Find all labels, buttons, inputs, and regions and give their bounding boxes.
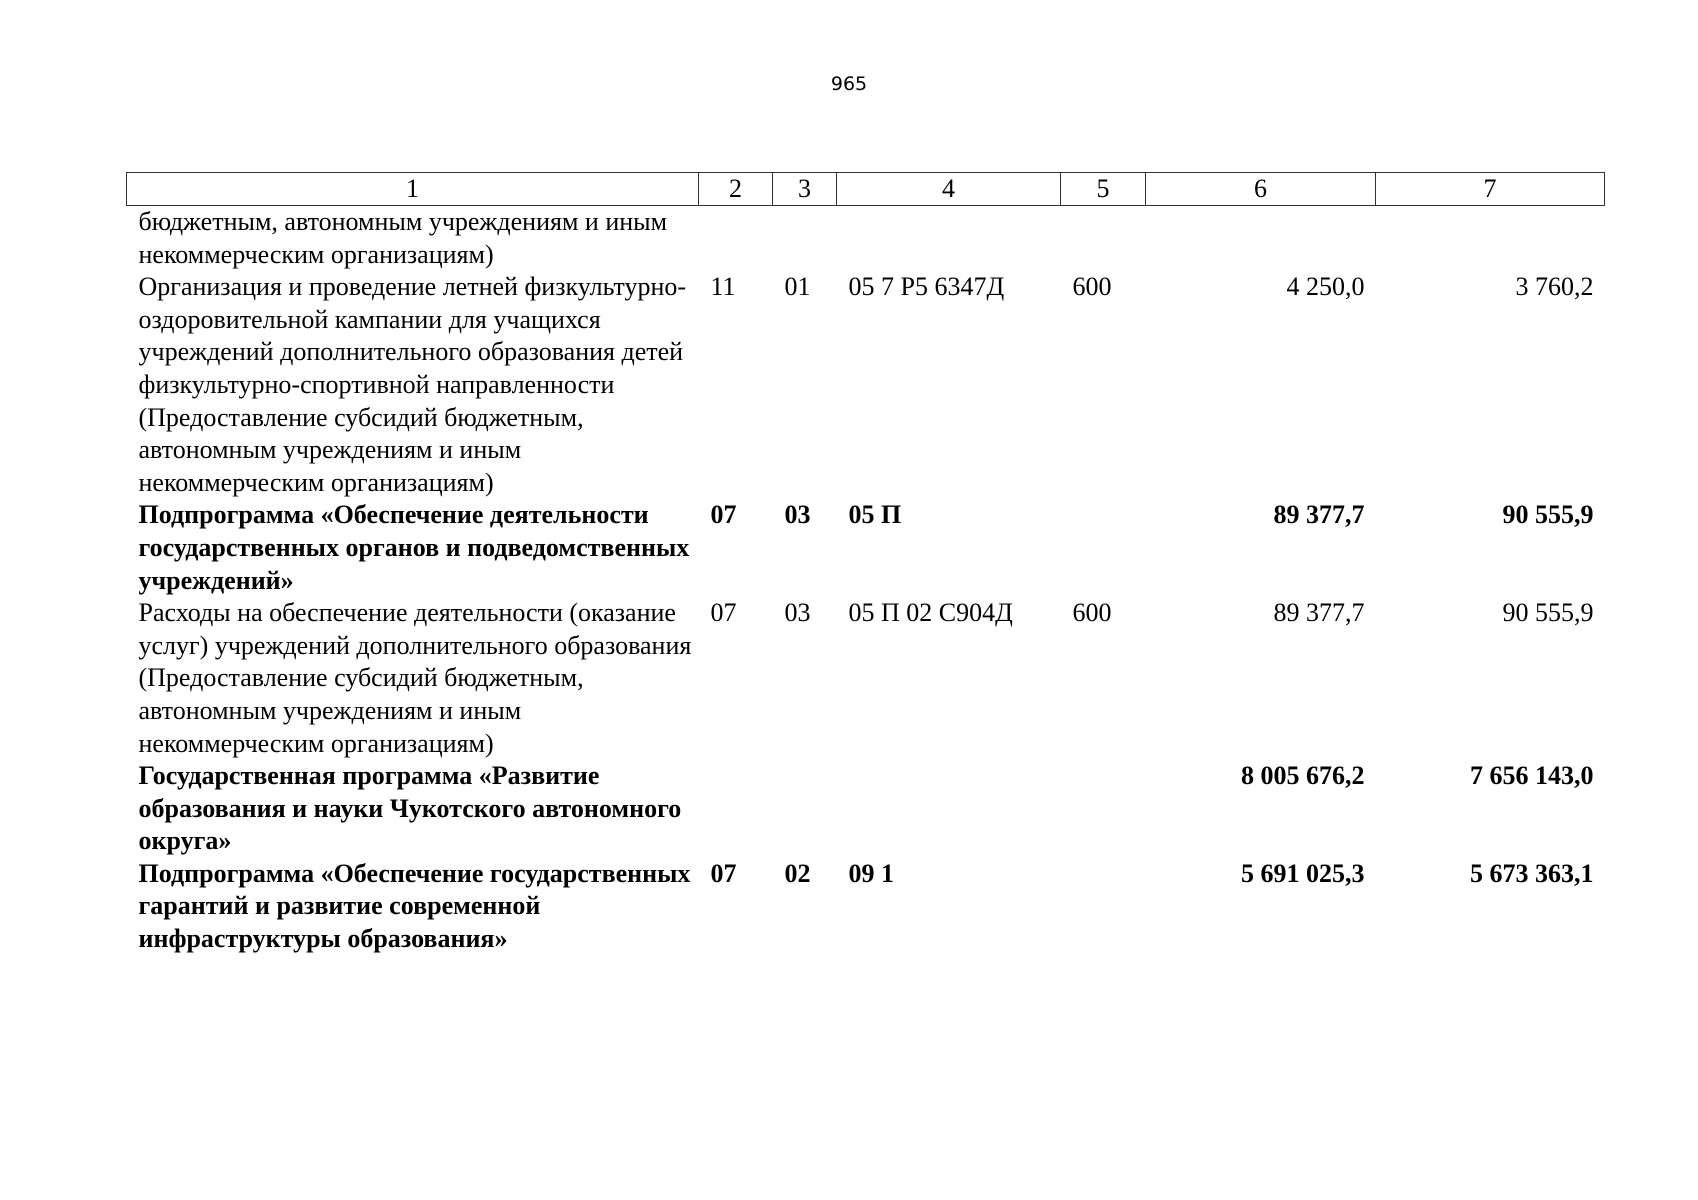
row-section: 07 [710,598,737,628]
header-row [127,173,1605,206]
table-row [127,858,1605,956]
row-expense-type [1061,499,1146,597]
row-section [699,760,773,858]
row-target-article: 05 7 Р5 6347Д [848,272,1005,302]
row-target-article [837,760,1061,858]
header-col-2: 2 [699,173,773,206]
budget-table [126,172,1605,956]
row-subsection [773,760,837,858]
table-row [127,499,1605,597]
table-row [127,760,1605,858]
table-header [127,173,1605,206]
row-amount-1: 8 005 676,2 [1241,761,1365,791]
row-amount-1: 89 377,7 [1273,500,1365,530]
row-amount-2: 3 760,2 [1515,272,1594,302]
row-subsection: 01 [784,272,811,302]
row-expense-type: 600 [1072,598,1112,628]
header-col-6: 6 [1146,173,1376,206]
row-target-article: 05 П [848,500,902,530]
page-number: 965 [830,73,868,95]
table-row [127,206,1605,272]
row-target-article: 05 П 02 С904Д [848,598,1013,628]
table-row [127,271,1605,499]
table-body [127,206,1605,956]
row-amount-1: 5 691 025,3 [1241,858,1365,888]
row-name: Государственная программа «Развитие образования и науки Чукотского автономного округа» [138,761,682,856]
header-col-5: 5 [1061,173,1146,206]
row-subsection: 03 [784,598,811,628]
row-amount-1: 4 250,0 [1286,272,1365,302]
row-amount-1: 89 377,7 [1273,598,1365,628]
header-col-3: 3 [773,173,837,206]
row-section [699,206,773,272]
row-name: Расходы на обеспечение деятельности (оказание услуг) учреждений дополнительного образования (Предоставление субсидий бюджетным, автономным учреждениям и иным некоммерческим организациям) [138,598,692,758]
row-section: 07 [710,858,737,888]
row-expense-type [1061,206,1146,272]
header-col-7: 7 [1376,173,1605,206]
header-col-4: 4 [837,173,1061,206]
row-subsection [773,206,837,272]
row-target-article: 09 1 [848,858,894,888]
row-section: 07 [710,500,737,530]
header-col-1: 1 [127,173,699,206]
row-name: Организация и проведение летней физкультурно-оздоровительной кампании для учащихся учреждений дополнительного образования детей физкультурно-спортивной направленности (Предоставление субсидий бюджетным, автономным учреждениям и иным некоммерческим организациям) [138,272,687,497]
row-amount-1 [1146,206,1376,272]
row-expense-type: 600 [1072,272,1112,302]
row-amount-2: 90 555,9 [1502,500,1594,530]
row-target-article [837,206,1061,272]
row-subsection: 02 [784,858,811,888]
row-amount-2 [1376,206,1605,272]
table-row [127,597,1605,760]
row-amount-2: 90 555,9 [1502,598,1594,628]
row-name: бюджетным, автономным учреждениям и иным некоммерческим организациям) [138,207,668,269]
row-section: 11 [710,272,736,302]
row-name: Подпрограмма «Обеспечение государственных гарантий и развитие современной инфраструктуры образования» [138,858,691,954]
row-amount-2: 7 656 143,0 [1470,761,1594,791]
row-name: Подпрограмма «Обеспечение деятельности государственных органов и подведомственных учреждений» [138,500,690,595]
row-amount-2: 5 673 363,1 [1470,858,1594,888]
row-expense-type [1061,760,1146,858]
row-subsection: 03 [784,500,811,530]
row-expense-type [1061,858,1146,956]
